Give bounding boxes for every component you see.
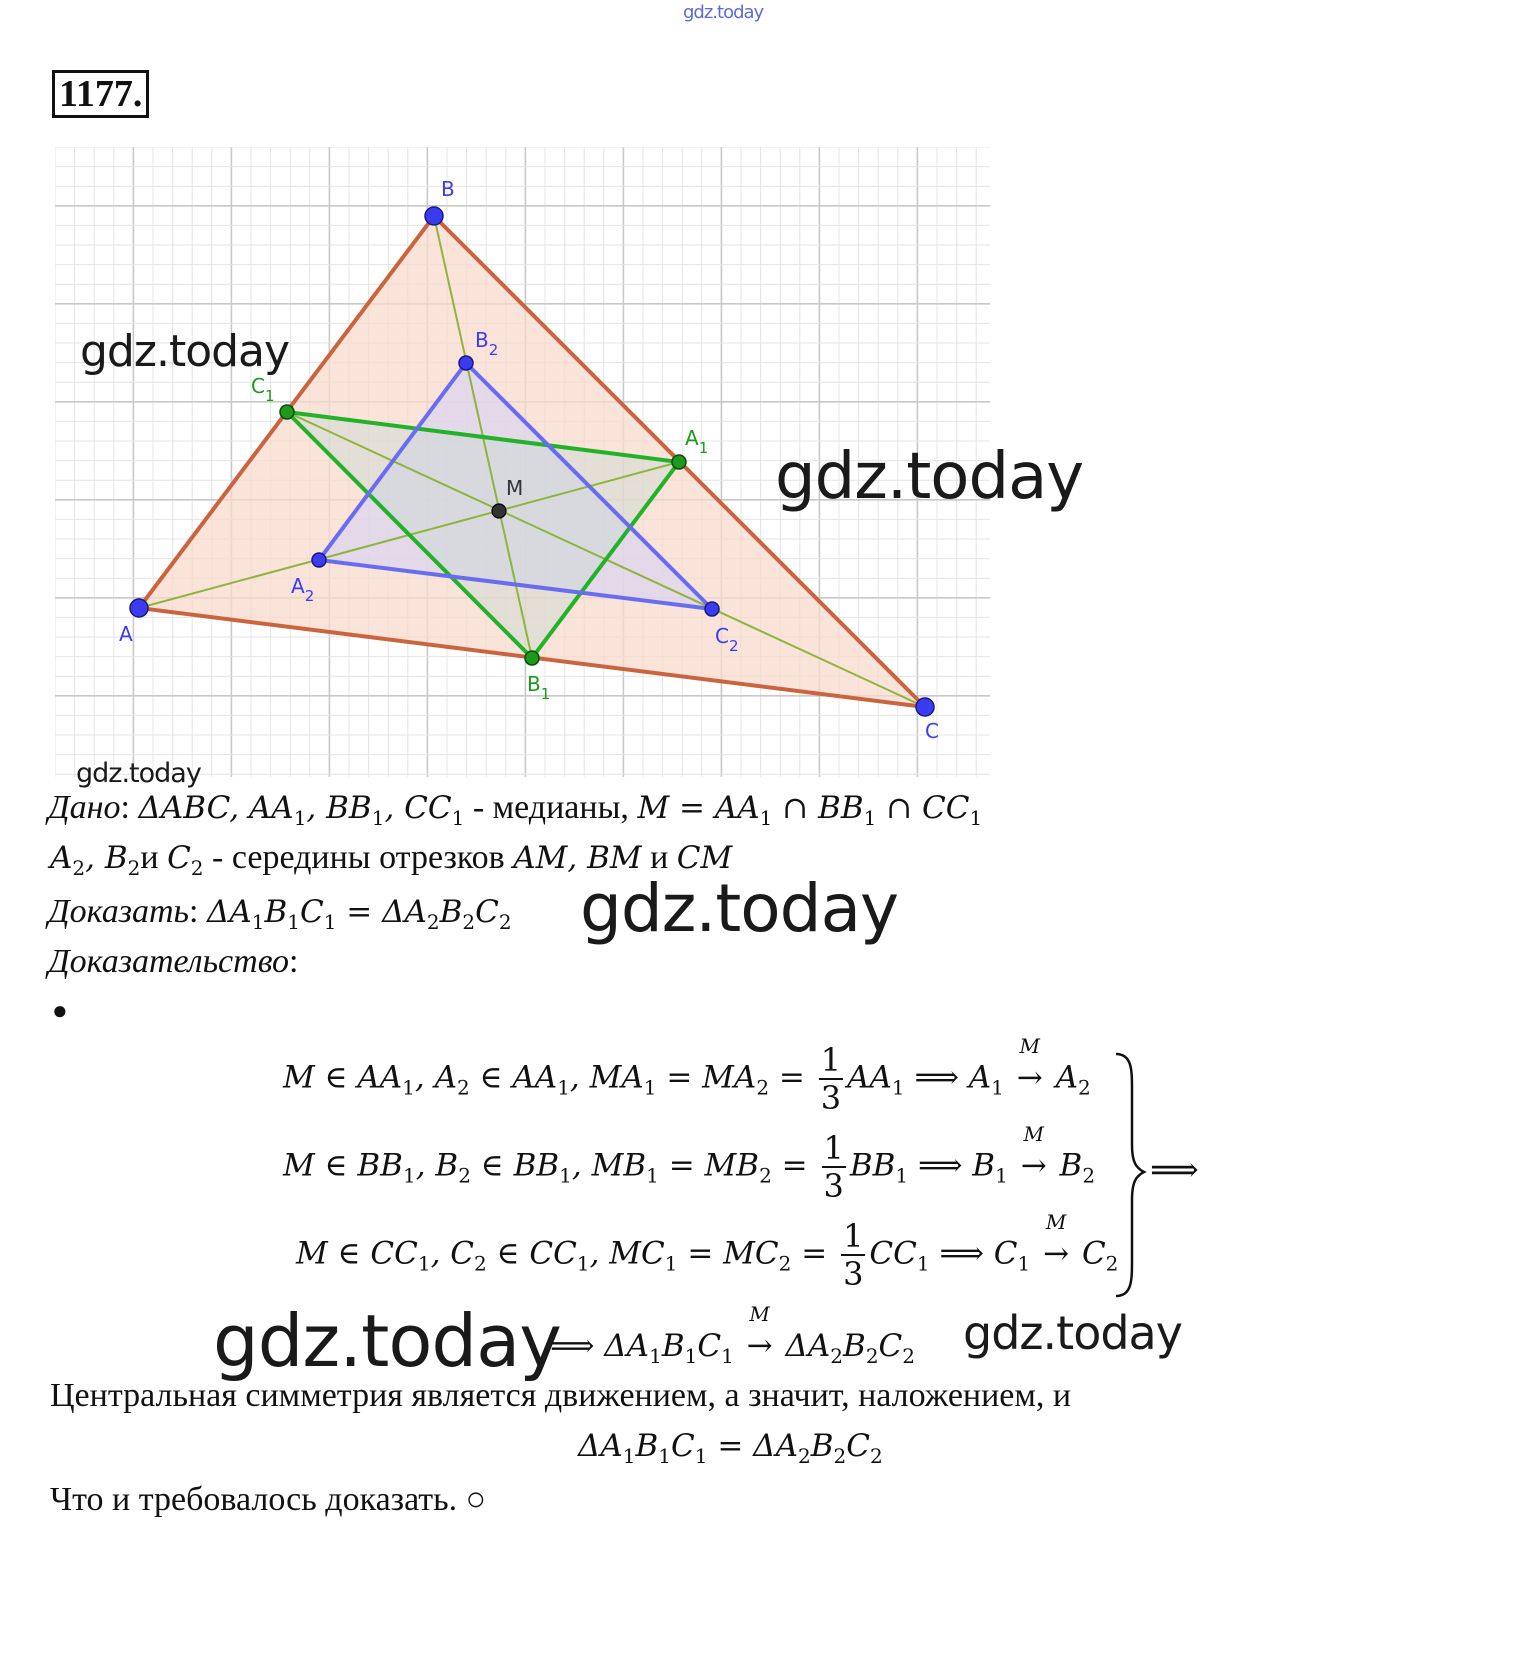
point-c <box>916 698 934 716</box>
point-b2 <box>459 356 473 370</box>
equation-row-2: M ∈ $BB_1$, $B_2$ ∈ $BB_1$, $MB_1 = MB_2$ = $\frac{1}{3}$ $BB_1$ ⟹ $B_1$ M → $B_2$ <box>283 1121 1096 1205</box>
given-line: Дано: ΔABC, $AA_1$, $BB_1$, $CC_1$ - медианы, $M = AA_1$ ∩ $BB_1$ ∩ $CC_1$ <box>48 789 983 831</box>
central-symmetry-text: Центральная симметрия является движением, а значит, наложением, и <box>50 1377 1072 1414</box>
final-equality: $\Delta A_1B_1C_1 = \Delta A_2B_2C_2$ <box>578 1428 883 1469</box>
watermark-figure-bottom: gdz.today <box>76 758 201 789</box>
label-c2: $C_2$ <box>715 624 739 655</box>
bullet: ● <box>52 996 68 1025</box>
midpoints-line: $A_2$, $B_2и$ $C_2$ - середины отрезков AM, BM и CM <box>50 839 733 881</box>
label-c1: $C_1$ <box>251 374 275 405</box>
point-a1 <box>672 455 686 469</box>
point-m <box>492 504 506 518</box>
label-c: C <box>925 719 939 743</box>
watermark-bottom-right: gdz.today <box>963 1306 1182 1360</box>
point-b1 <box>525 651 539 665</box>
point-b <box>425 207 443 225</box>
watermark-bottom-left: gdz.today <box>213 1299 561 1383</box>
label-b1: $B_1$ <box>527 672 551 703</box>
label-m: M <box>506 476 524 500</box>
system-implies: ⟹ <box>1150 1150 1199 1190</box>
qed-text: Что и требовалось доказать. ○ <box>50 1481 487 1518</box>
equation-row-3: M ∈ $CC_1$, $C_2$ ∈ $CC_1$, $MC_1 = MC_2$ = $\frac{1}{3}$ $CC_1$ ⟹ $C_1$ M → $C_2$ <box>296 1209 1119 1293</box>
point-c2 <box>705 602 719 616</box>
point-c1 <box>280 405 294 419</box>
proof-line: Доказательство: <box>48 943 299 980</box>
watermark-figure-left: gdz.today <box>80 326 290 377</box>
watermark-middle: gdz.today <box>580 870 899 947</box>
label-a2: $A_2$ <box>291 574 315 605</box>
label-b2: $B_2$ <box>475 328 499 359</box>
equation-row-1: M ∈ $AA_1$, $A_2$ ∈ $AA_1$, $MA_1 = MA_2$ = $\frac{1}{3}$ $AA_1$ ⟹ $A_1$ M → $A_2$ <box>283 1033 1091 1117</box>
right-brace <box>1110 1050 1150 1300</box>
problem-number: 1177. <box>52 70 149 118</box>
point-a2 <box>312 553 326 567</box>
label-a1: $A_1$ <box>685 426 709 457</box>
watermark-figure-right: gdz.today <box>775 440 1084 514</box>
label-b: B <box>441 177 455 201</box>
watermark-top: gdz.today <box>683 2 764 23</box>
prove-line: Доказать: $\Delta A_1B_1C_1 = \Delta A_2B_2C_2$ <box>48 893 512 935</box>
label-a: A <box>119 622 133 646</box>
conclusion-row: ⟹ $\Delta A_1B_1C_1$ M → $\Delta A_2B_2C_2$ <box>550 1302 916 1369</box>
point-a <box>130 599 148 617</box>
